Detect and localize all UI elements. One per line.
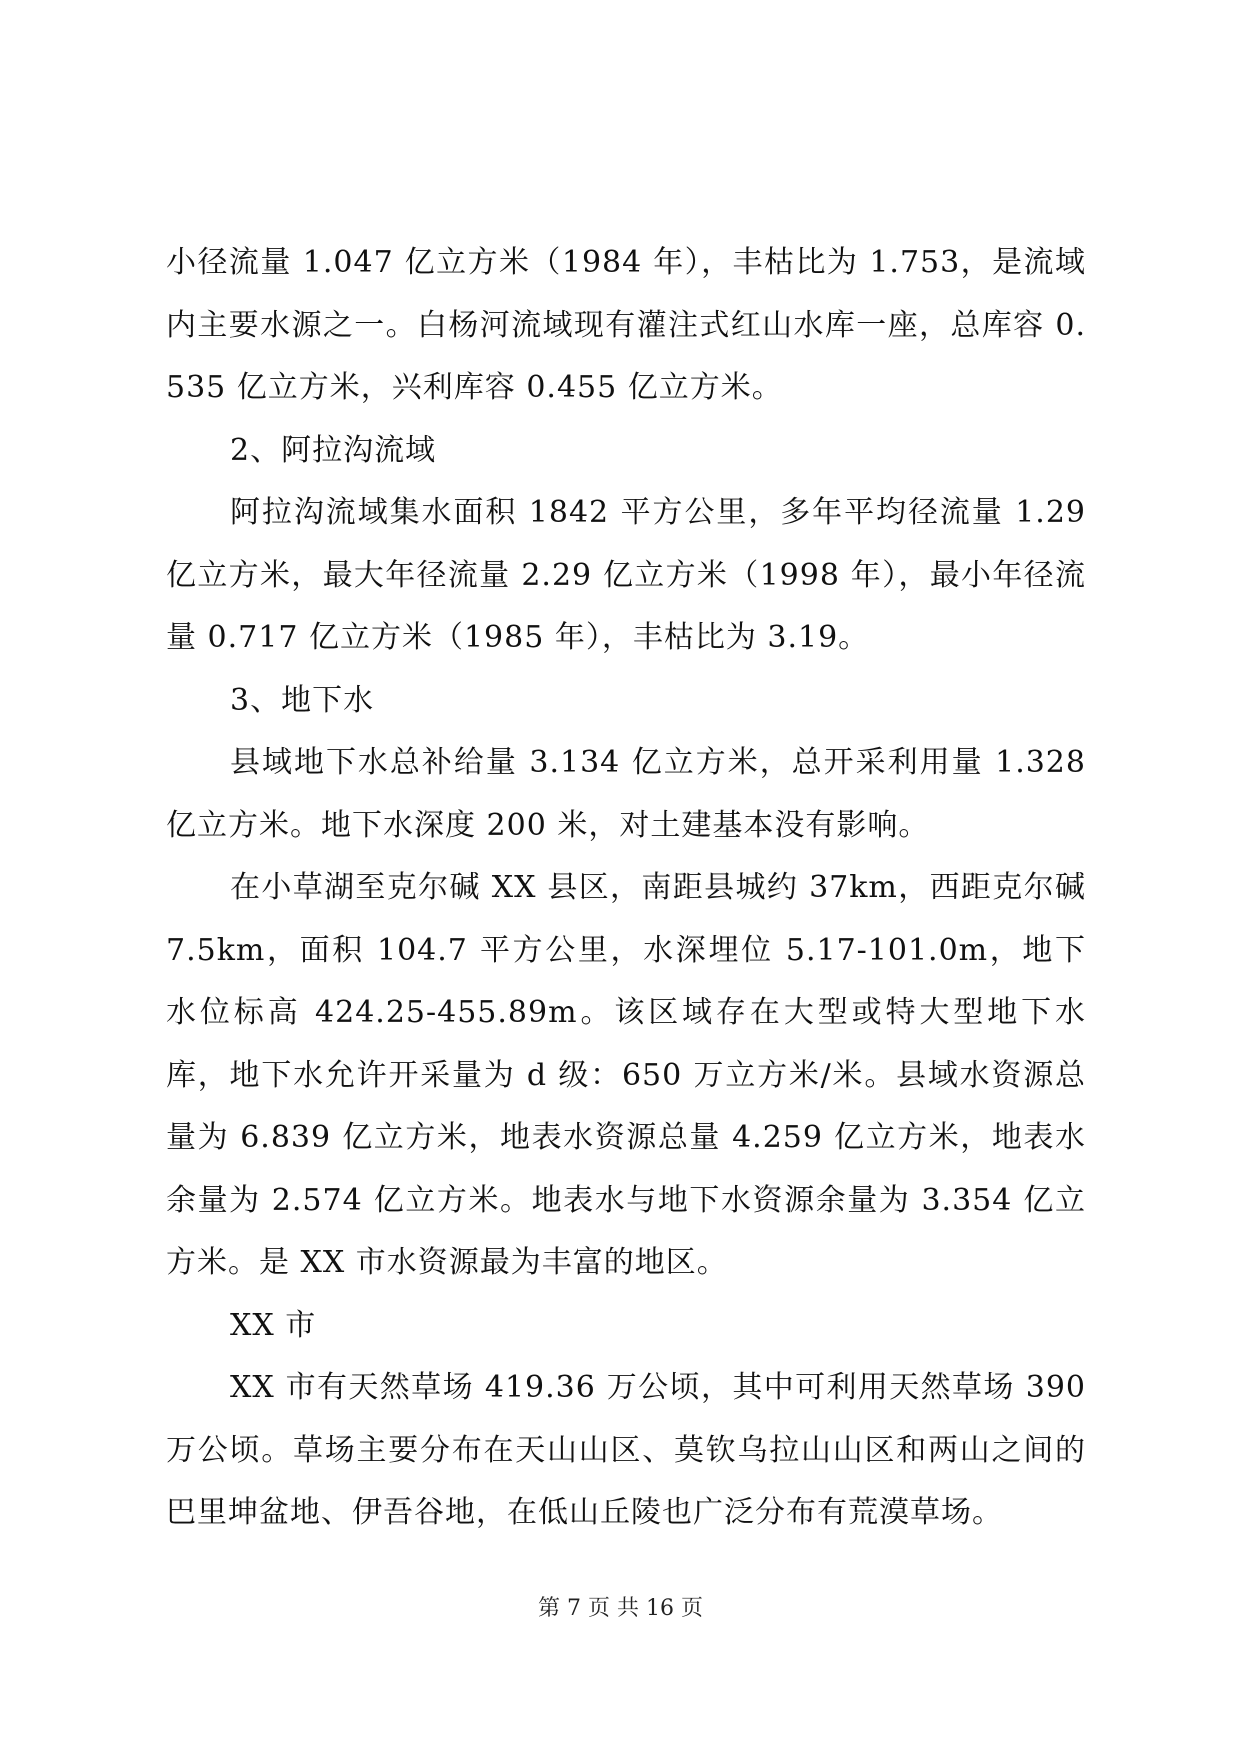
document-body (166, 232, 1086, 1545)
paragraph-grassland: XX 市有天然草场 419.36 万公顷，其中可利用天然草场 390 万公顷。草场主要分布在天山山区、莫钦乌拉山山区和两山之间的巴里坤盆地、伊吾谷地，在低山丘陵也广泛分布有荒漠草场。 (166, 1370, 1086, 1530)
heading-groundwater: 3、地下水 (230, 682, 375, 718)
paragraph-groundwater-supply: 县域地下水总补给量 3.134 亿立方米，总开采利用量 1.328 亿立方米。地下水深度 200 米，对土建基本没有影响。 (166, 745, 1086, 843)
heading-alagou-basin: 2、阿拉沟流域 (230, 432, 437, 468)
heading-city: XX 市 (230, 1307, 317, 1343)
paragraph-groundwater-area: 在小草湖至克尔碱 XX 县区，南距县城约 37km，西距克尔碱 7.5km，面积 104.7 平方公里，水深埋位 5.17-101.0m，地下水位标高 424.25-455.89m。该区域存在大型或特大型地下水库，地下水允许开采量为 d 级：650 万立方米/米。县域水资源总量为 6.839 亿立方米，地表水资源总量 4.259 亿立方米，地表水余量为 2.574 亿立方米。地表水与地下水资源余量为 3.354 亿立方米。是 XX 市水资源最为丰富的地区。 (166, 870, 1086, 1280)
paragraph-alagou-basin: 阿拉沟流域集水面积 1842 平方公里，多年平均径流量 1.29 亿立方米，最大年径流量 2.29 亿立方米（1998 年），最小年径流量 0.717 亿立方米（1985 年），丰枯比为 3.19。 (166, 495, 1086, 655)
page-number-footer: 第 7 页 共 16 页 (538, 1596, 703, 1621)
paragraph-runoff-summary: 小径流量 1.047 亿立方米（1984 年），丰枯比为 1.753，是流域内主要水源之一。白杨河流域现有灌注式红山水库一座，总库容 0.535 亿立方米，兴利库容 0.455 亿立方米。 (166, 245, 1086, 405)
